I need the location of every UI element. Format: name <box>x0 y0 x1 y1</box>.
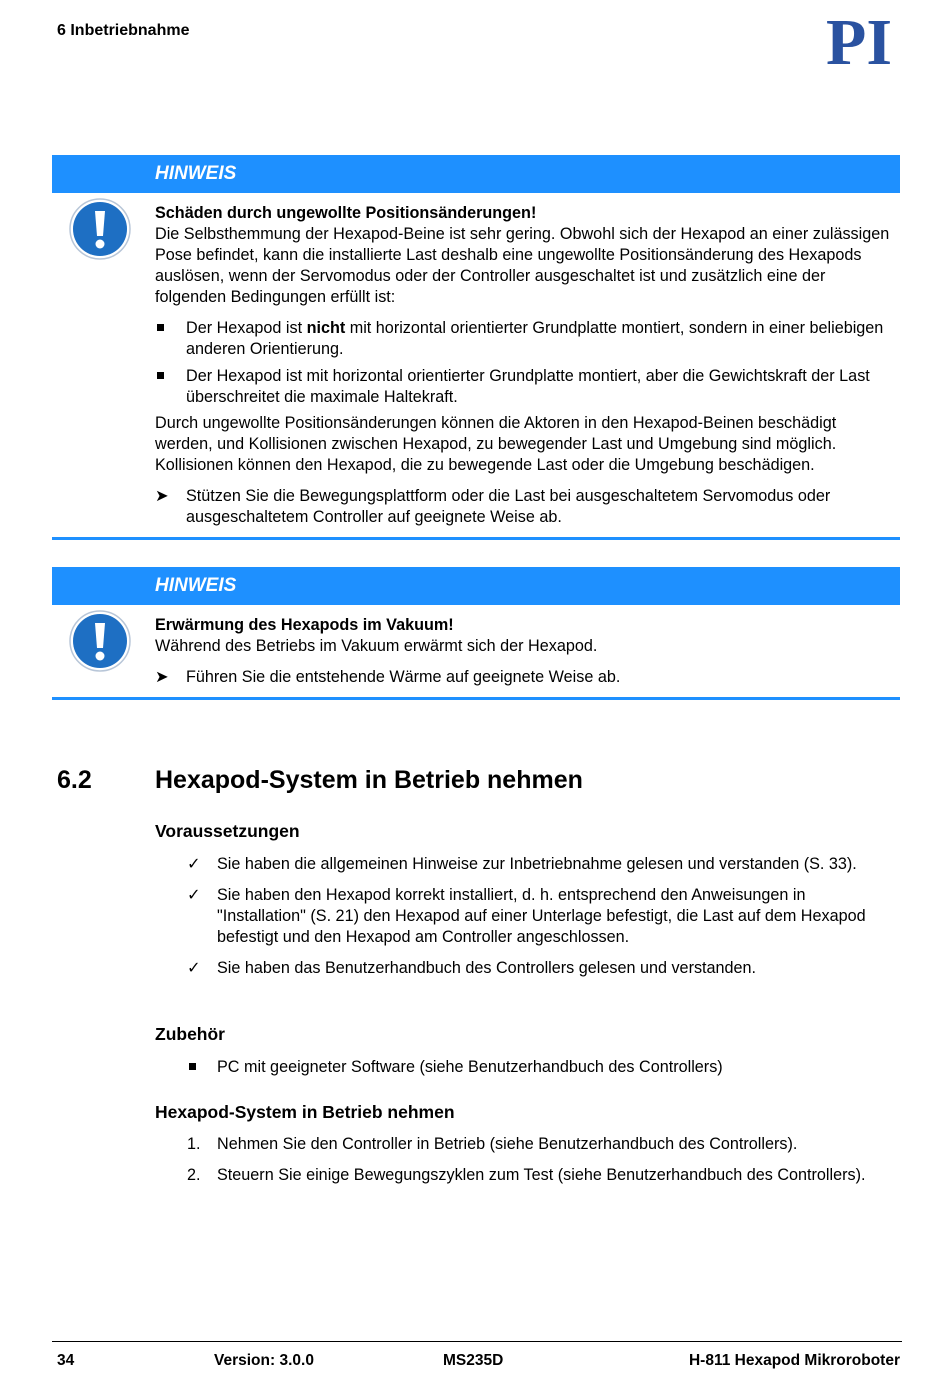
notice-intro: Die Selbsthemmung der Hexapod-Beine ist sehr gering. Obwohl sich der Hexapod an einer zulässigen Pose befindet, kann die installierte Last deshalb eine ungewollte Positionsänderung des Hexapods auslösen, wenn der Servomodus oder der Controller ausgeschaltet ist und zusätzlich eine der folgenden Bedingungen erfüllt ist: <box>155 225 890 306</box>
notice-vacuum-heat <box>52 567 900 701</box>
list-item: ✓ Sie haben den Hexapod korrekt installiert, d. h. entsprechend den Anweisungen in "Installation" (S. 21) den Hexapod auf einer Unterlage befestigt, die Last auf dem Hexapod befestigt und den Hexapod am Controller angeschlossen. <box>187 886 866 946</box>
notice-title-text: Schäden durch ungewollte Positionsänderungen! <box>155 204 537 222</box>
svg-text:PI: PI <box>826 14 892 68</box>
notice-position-change <box>52 155 900 540</box>
checkmark-icon: ✓ <box>187 959 201 977</box>
square-bullet-icon <box>157 324 164 331</box>
list-item: Der Hexapod ist nicht mit horizontal orientierter Grundplatte montiert, sondern in einer beliebigen anderen Orientierung. <box>155 318 895 360</box>
exclamation-icon <box>69 610 131 672</box>
list-item: 1. Nehmen Sie den Controller in Betrieb (siehe Benutzerhandbuch des Controllers). <box>187 1135 798 1153</box>
list-item: ✓ Sie haben die allgemeinen Hinweise zur Inbetriebnahme gelesen und verstanden (S. 33). <box>187 855 857 873</box>
step-number: 2. <box>187 1166 201 1184</box>
section-number: 6.2 <box>57 766 92 794</box>
accessories-heading: Zubehör <box>155 1024 225 1044</box>
footer-page-number: 34 <box>57 1352 75 1369</box>
action-item: ➤ Führen Sie die entstehende Wärme auf geeignete Weise ab. <box>155 668 621 686</box>
list-item: ✓ Sie haben das Benutzerhandbuch des Controllers gelesen und verstanden. <box>187 959 757 977</box>
notice-label: HINWEIS <box>155 163 237 184</box>
square-bullet-icon <box>157 372 164 379</box>
exclamation-icon <box>69 198 131 260</box>
pi-logo <box>806 14 912 68</box>
notice-title-text: Erwärmung des Hexapods im Vakuum! <box>155 616 454 634</box>
chapter-title: 6 Inbetriebnahme <box>57 22 190 39</box>
arrow-bullet-icon: ➤ <box>155 487 169 505</box>
steps-list <box>187 1134 877 1186</box>
prereq-heading: Voraussetzungen <box>155 821 300 841</box>
notice-bottom-line <box>52 537 900 540</box>
square-bullet-icon <box>189 1063 196 1070</box>
action-item: ➤ Stützen Sie die Bewegungsplattform oder die Last bei ausgeschaltetem Servomodus oder ausgeschaltetem Controller auf geeignete Weise ab. <box>155 487 831 526</box>
checkmark-icon: ✓ <box>187 886 201 904</box>
prereq-list <box>187 854 877 979</box>
notice-header <box>52 155 900 193</box>
checkmark-icon: ✓ <box>187 855 201 873</box>
accessories-list <box>187 1057 877 1078</box>
notice-body <box>155 615 895 688</box>
arrow-bullet-icon: ➤ <box>155 668 169 686</box>
list-item: Der Hexapod ist mit horizontal orientierter Grundplatte montiert, aber die Gewichtskraft der Last überschreitet die maximale Haltekraft. <box>155 366 895 408</box>
footer-version: Version: 3.0.0 <box>214 1352 314 1369</box>
notice-text: Während des Betriebs im Vakuum erwärmt sich der Hexapod. <box>155 637 598 655</box>
footer-doc-id: MS235D <box>443 1352 504 1369</box>
list-item: PC mit geeigneter Software (siehe Benutzerhandbuch des Controllers) <box>187 1057 877 1078</box>
steps-heading: Hexapod-System in Betrieb nehmen <box>155 1102 455 1122</box>
notice-consequence: Durch ungewollte Positionsänderungen können die Aktoren in den Hexapod-Beinen beschädigt werden, und Kollisionen zwischen Hexapod, zu bewegender Last und Umgebung sind möglich. Kollisionen können den Hexapod, die zu bewegende Last oder die Umgebung beschädigen. <box>155 414 837 474</box>
footer-divider <box>52 1341 902 1342</box>
footer-product: H-811 Hexapod Mikroroboter <box>688 1352 900 1369</box>
step-number: 1. <box>187 1135 201 1153</box>
notice-header <box>52 567 900 605</box>
notice-body <box>155 203 895 528</box>
notice-bottom-line <box>52 697 900 700</box>
list-item: 2. Steuern Sie einige Bewegungszyklen zum Test (siehe Benutzerhandbuch des Controllers). <box>187 1166 866 1184</box>
notice-label: HINWEIS <box>155 575 237 596</box>
section-title: Hexapod-System in Betrieb nehmen <box>155 766 583 794</box>
